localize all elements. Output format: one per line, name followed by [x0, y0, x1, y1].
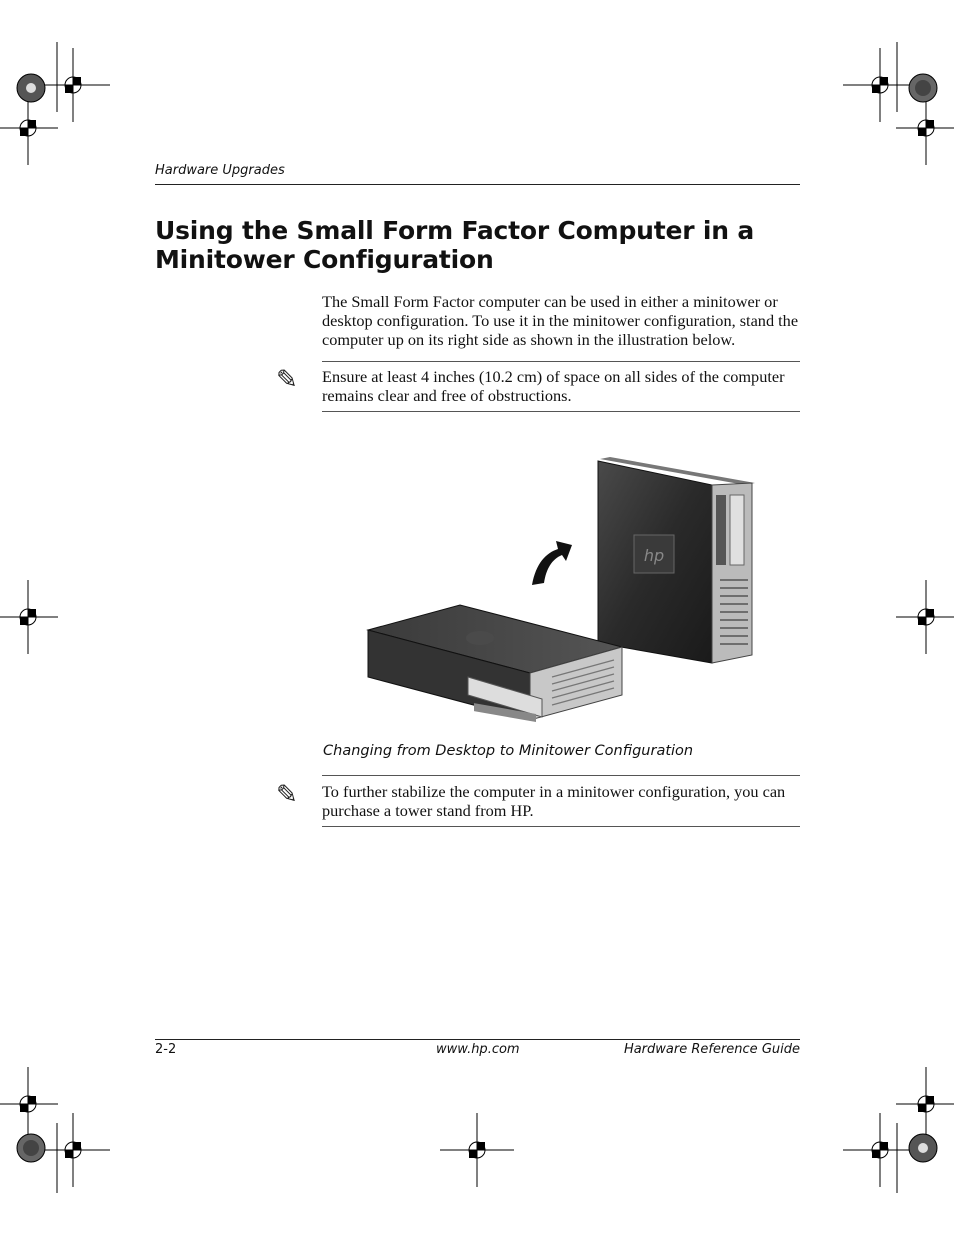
footer-rule — [155, 1039, 800, 1040]
rotation-arrow-icon — [532, 541, 572, 585]
page-number: 2-2 — [155, 1042, 177, 1057]
desktop-to-minitower-illustration — [360, 455, 760, 735]
minitower-computer — [598, 457, 755, 663]
footer-guide-title: Hardware Reference Guide — [623, 1042, 800, 1057]
note-text: Ensure at least 4 inches (10.2 cm) of space on all sides of the computer remains clear and free of obstructions. — [322, 367, 785, 405]
note-top-rule — [322, 361, 800, 362]
running-head: Hardware Upgrades — [155, 163, 285, 178]
footer-url: www.hp.com — [436, 1042, 520, 1057]
section-title: Using the Small Form Factor Computer in a Minitower Configuration — [155, 216, 755, 274]
note-top-rule — [322, 775, 800, 776]
desktop-computer — [368, 605, 622, 722]
pencil-note-icon: ✎ — [276, 365, 298, 394]
pencil-note-icon: ✎ — [276, 780, 298, 809]
note-text: To further stabilize the computer in a minitower configuration, you can purchase a tower stand from HP. — [322, 782, 786, 820]
header-rule — [155, 184, 800, 185]
note-bottom-rule — [322, 826, 800, 827]
figure-caption: Changing from Desktop to Minitower Configuration — [323, 743, 694, 759]
hp-logo-tower: hp — [643, 546, 665, 565]
intro-paragraph: The Small Form Factor computer can be used in either a minitower or desktop configuration. To use it in the minitower configuration, stand the computer up on its right side as shown in the illustration below. — [322, 292, 799, 349]
note-bottom-rule — [322, 411, 800, 412]
